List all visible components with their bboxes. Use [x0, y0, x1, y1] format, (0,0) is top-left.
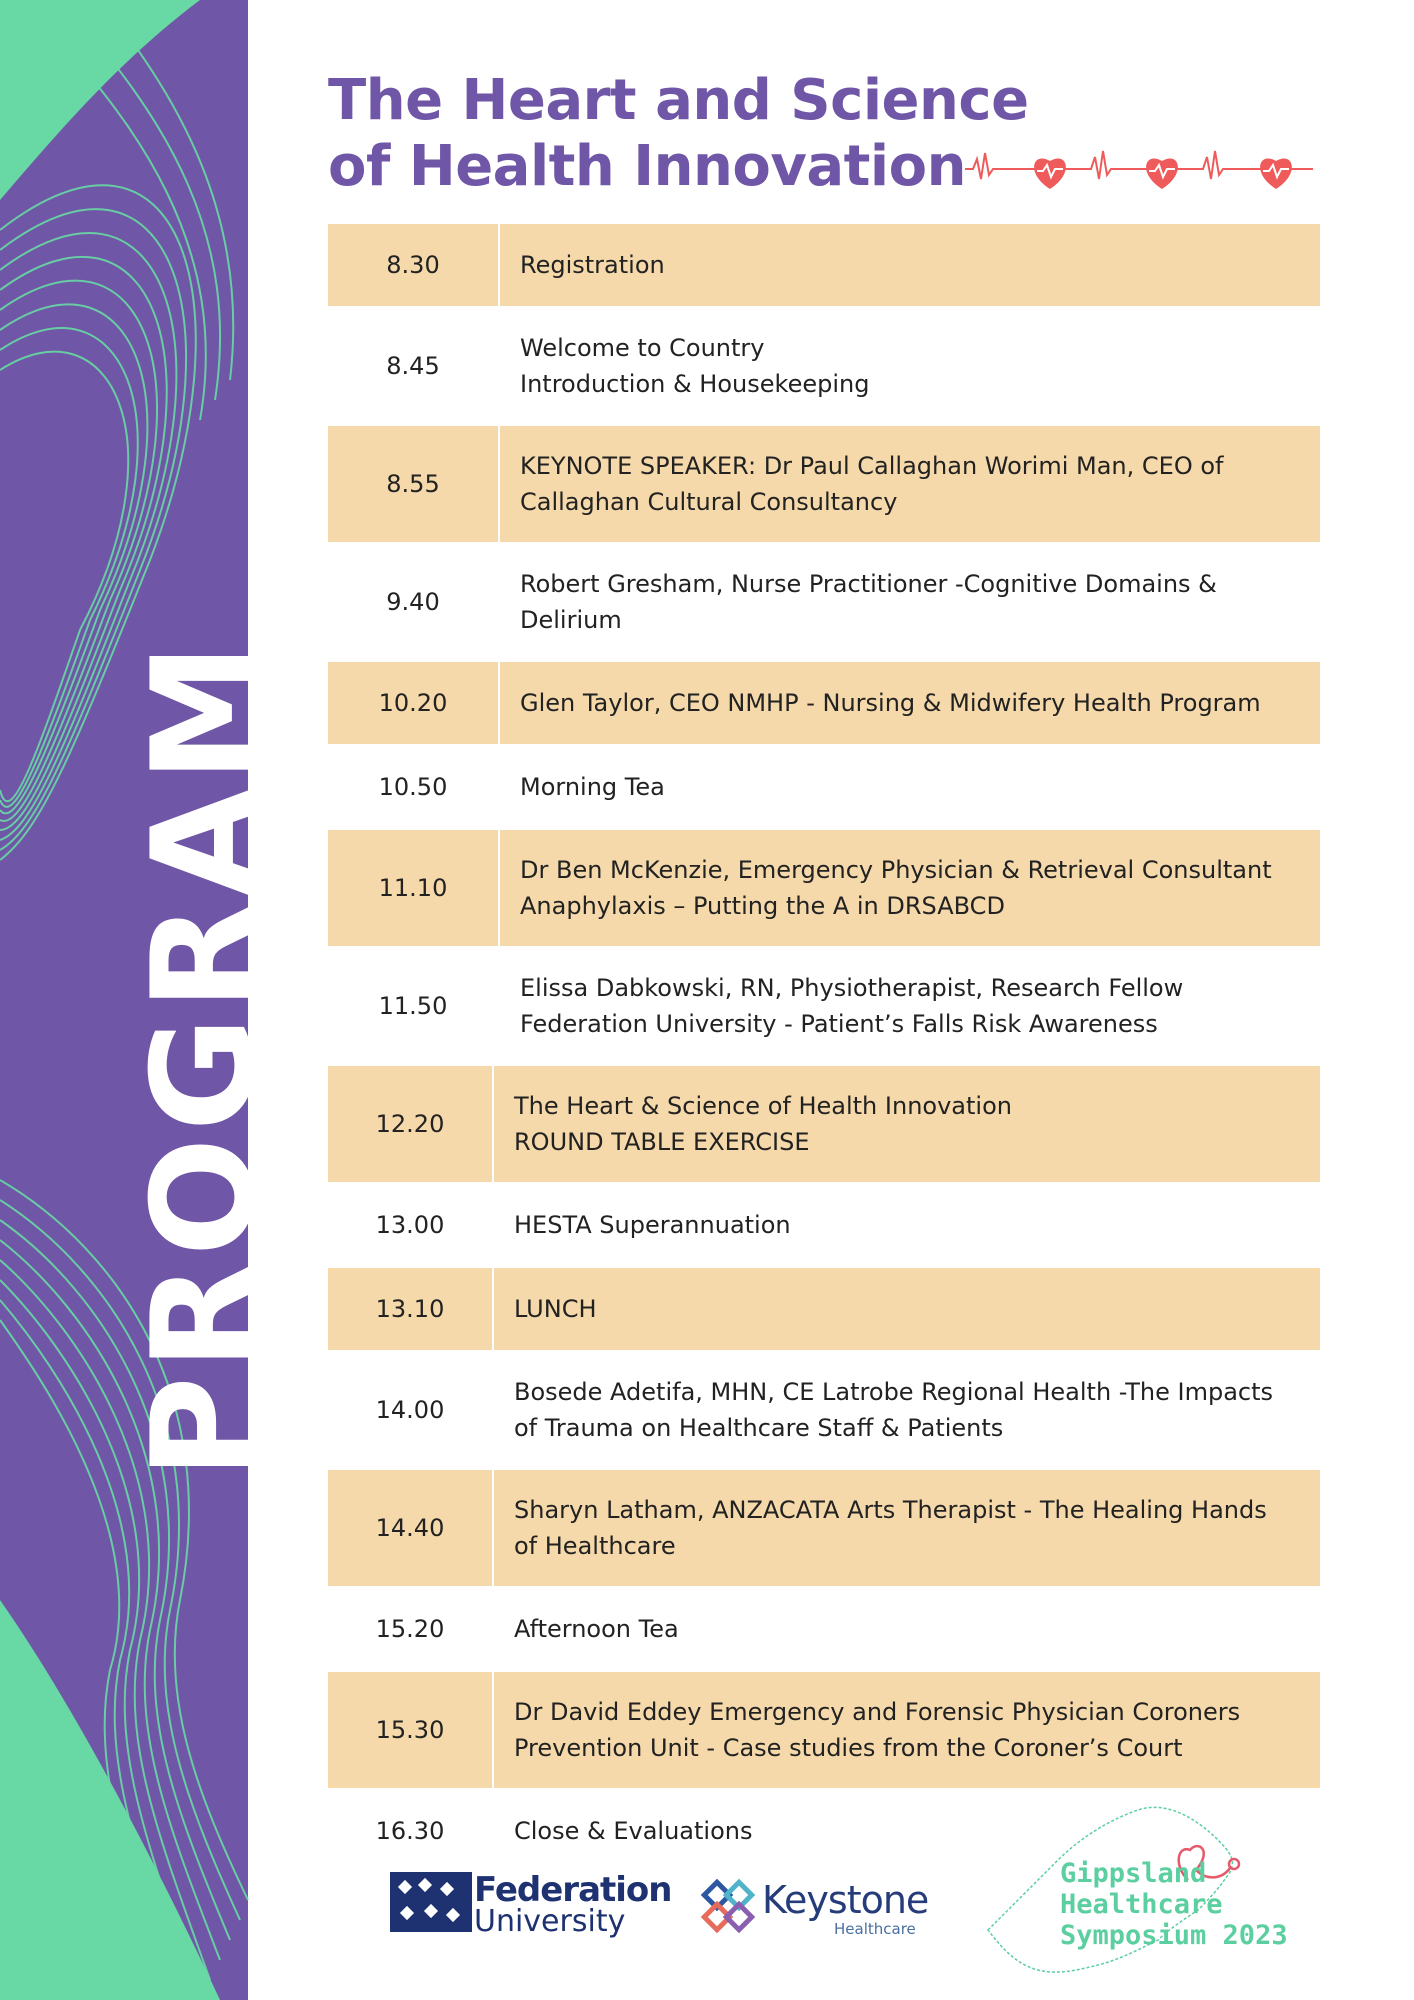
schedule-description [498, 769, 665, 805]
column-divider [492, 1066, 494, 1182]
schedule-description [492, 1088, 1012, 1160]
column-divider [498, 426, 500, 542]
schedule-description [498, 330, 869, 402]
university-logo-text: University [474, 1904, 626, 1939]
schedule-row [328, 830, 1320, 946]
schedule-time: 11.10 [378, 874, 448, 902]
federation-university-logo [390, 1870, 672, 1942]
heartbeat-icon [965, 145, 1315, 191]
federation-flag-icon [390, 1872, 472, 1932]
description-line: The Heart & Science of Health Innovation [514, 1092, 1012, 1120]
column-divider [498, 224, 500, 306]
gippsland-line-1: Gippsland [1060, 1858, 1207, 1889]
description-line: Dr Ben McKenzie, Emergency Physician & Retrieval Consultant [520, 856, 1272, 884]
description-line: Registration [520, 251, 665, 279]
schedule-description [492, 1492, 1267, 1564]
description-line: LUNCH [514, 1295, 597, 1323]
schedule-row [328, 1066, 1320, 1182]
page-title [328, 68, 1029, 200]
gippsland-line-2: Healthcare [1060, 1889, 1223, 1920]
description-line: Anaphylaxis – Putting the A in DRSABCD [520, 892, 1005, 920]
description-line: ROUND TABLE EXERCISE [514, 1128, 810, 1156]
schedule-row [328, 1184, 1320, 1266]
description-line: Elissa Dabkowski, RN, Physiotherapist, Research Fellow [520, 974, 1184, 1002]
schedule-row [328, 544, 1320, 660]
schedule-time: 8.55 [386, 470, 440, 498]
description-line: Welcome to Country [520, 334, 765, 362]
program-label: PROGRAM [122, 637, 286, 1479]
schedule-row [328, 746, 1320, 828]
title-line-1: The Heart and Science [328, 68, 1029, 133]
column-divider [498, 830, 500, 946]
schedule-row [328, 1352, 1320, 1468]
schedule-time: 8.45 [386, 352, 440, 380]
schedule-description [498, 685, 1261, 721]
healthcare-logo-subtext: Healthcare [834, 1920, 916, 1938]
description-line: Robert Gresham, Nurse Practitioner -Cognitive Domains & [520, 570, 1217, 598]
description-line: Afternoon Tea [514, 1615, 679, 1643]
schedule-time: 15.20 [375, 1615, 445, 1643]
schedule-description [498, 448, 1223, 520]
description-line: KEYNOTE SPEAKER: Dr Paul Callaghan Worimi Man, CEO of [520, 452, 1224, 480]
schedule-row [328, 1588, 1320, 1670]
schedule-table [328, 224, 1320, 1874]
gippsland-line-3: Symposium 2023 [1060, 1920, 1288, 1951]
description-line: of Trauma on Healthcare Staff & Patients [514, 1414, 1004, 1442]
schedule-time: 10.50 [378, 773, 448, 801]
keystone-logo-text: Keystone [762, 1878, 929, 1922]
schedule-description [498, 247, 665, 283]
schedule-time: 15.30 [375, 1716, 445, 1744]
description-line: Callaghan Cultural Consultancy [520, 488, 898, 516]
description-line: Dr David Eddey Emergency and Forensic Physician Coroners [514, 1698, 1241, 1726]
description-line: Close & Evaluations [514, 1817, 753, 1845]
column-divider [498, 662, 500, 744]
description-line: Sharyn Latham, ANZACATA Arts Therapist - The Healing Hands [514, 1496, 1267, 1524]
title-line-2: of Health Innovation [328, 134, 966, 199]
description-line: Federation University - Patient’s Falls Risk Awareness [520, 1010, 1158, 1038]
federation-logo-text: Federation [474, 1870, 672, 1910]
schedule-time: 14.00 [375, 1396, 445, 1424]
schedule-description [492, 1611, 679, 1647]
schedule-description [492, 1291, 597, 1327]
description-line: Prevention Unit - Case studies from the Coroner’s Court [514, 1734, 1183, 1762]
description-line: Delirium [520, 606, 622, 634]
column-divider [492, 1470, 494, 1586]
schedule-row [328, 1672, 1320, 1788]
keystone-mark-icon [700, 1878, 756, 1934]
schedule-time: 10.20 [378, 689, 448, 717]
schedule-time: 16.30 [375, 1817, 445, 1845]
schedule-description [498, 566, 1217, 638]
column-divider [492, 1268, 494, 1350]
schedule-time: 14.40 [375, 1514, 445, 1542]
description-line: HESTA Superannuation [514, 1211, 791, 1239]
schedule-description [492, 1694, 1240, 1766]
description-line: Morning Tea [520, 773, 665, 801]
schedule-description [498, 970, 1183, 1042]
schedule-row [328, 224, 1320, 306]
schedule-time: 8.30 [386, 251, 440, 279]
description-line: Bosede Adetifa, MHN, CE Latrobe Regional Health -The Impacts [514, 1378, 1274, 1406]
schedule-row [328, 308, 1320, 424]
program-label-wrap [0, 0, 286, 2000]
description-line: of Healthcare [514, 1532, 676, 1560]
schedule-row [328, 662, 1320, 744]
schedule-time: 9.40 [386, 588, 440, 616]
schedule-description [492, 1813, 753, 1849]
schedule-description [492, 1207, 791, 1243]
schedule-row [328, 426, 1320, 542]
schedule-time: 13.10 [375, 1295, 445, 1323]
gippsland-symposium-logo [968, 1780, 1288, 1980]
schedule-time: 11.50 [378, 992, 448, 1020]
schedule-time: 13.00 [375, 1211, 445, 1239]
description-line: Glen Taylor, CEO NMHP - Nursing & Midwifery Health Program [520, 689, 1261, 717]
gippsland-logo-text [1060, 1858, 1288, 1951]
schedule-row [328, 1470, 1320, 1586]
schedule-description [492, 1374, 1273, 1446]
schedule-description [498, 852, 1272, 924]
schedule-time: 12.20 [375, 1110, 445, 1138]
description-line: Introduction & Housekeeping [520, 370, 870, 398]
column-divider [492, 1672, 494, 1788]
keystone-healthcare-logo [700, 1878, 930, 1948]
sidebar [0, 0, 286, 2000]
schedule-row [328, 1268, 1320, 1350]
schedule-row [328, 948, 1320, 1064]
